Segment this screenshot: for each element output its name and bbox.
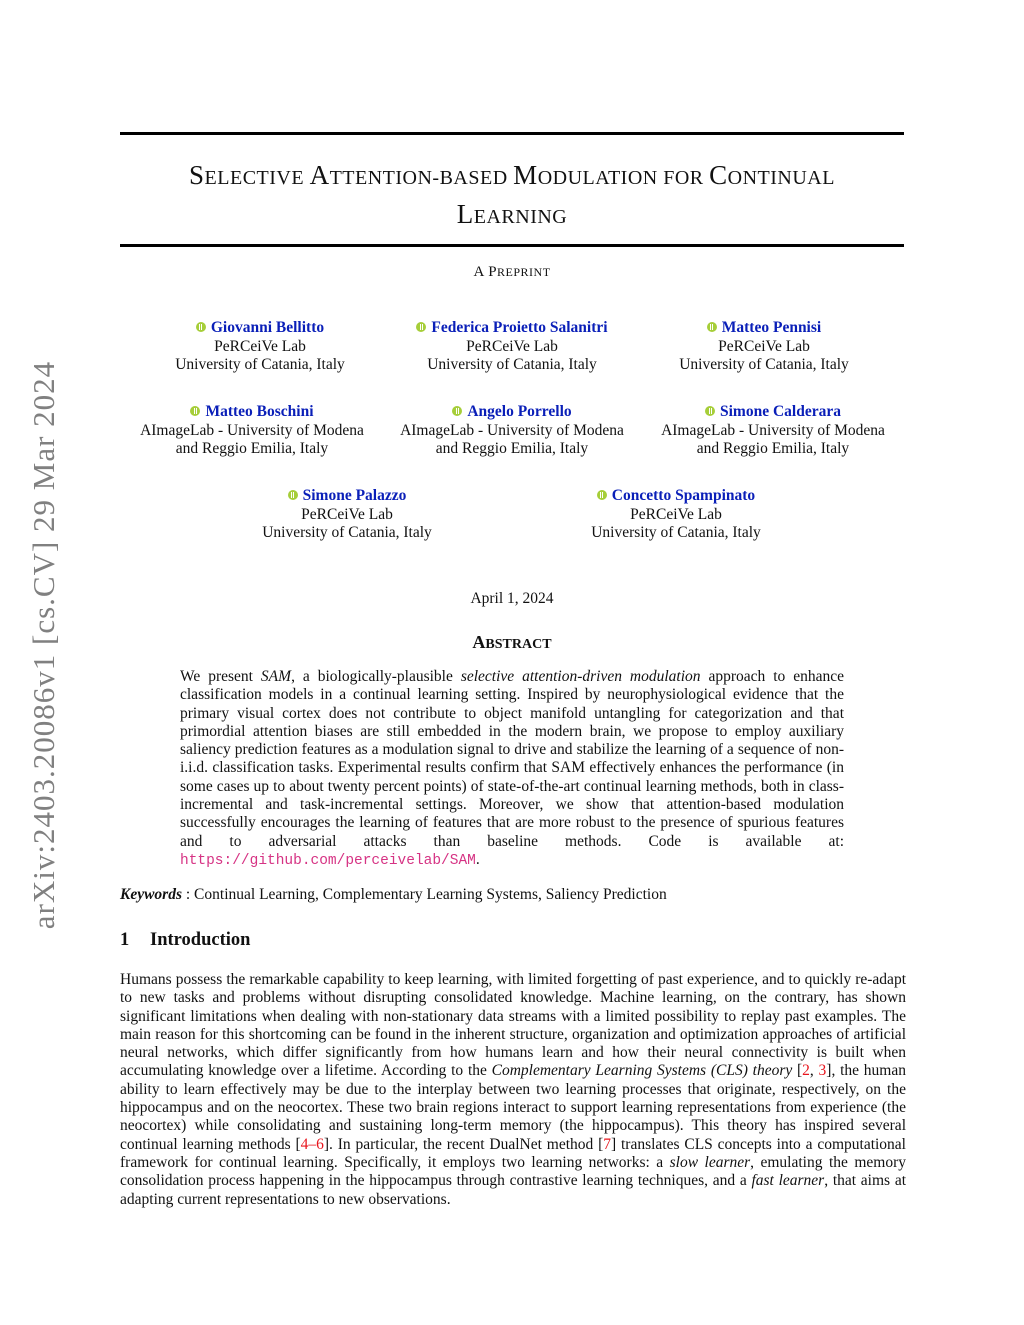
- author-name-link[interactable]: Angelo Porrello: [467, 403, 572, 420]
- citation-link[interactable]: 4–6: [300, 1135, 324, 1153]
- author-affiliation: PeRCeiVe Lab: [214, 337, 306, 355]
- arxiv-stamp: arXiv:2403.20086v1 [cs.CV] 29 Mar 2024: [26, 360, 61, 930]
- author-block: [566, 487, 786, 543]
- author-name-link[interactable]: Federica Proietto Salanitri: [431, 319, 608, 336]
- abstract-heading: ABSTRACT: [472, 632, 552, 652]
- citation-link[interactable]: 2: [802, 1062, 810, 1080]
- author-affiliation: AImageLab - University of Modena: [661, 421, 885, 439]
- author-block: [654, 319, 874, 375]
- author-affiliation: PeRCeiVe Lab: [718, 337, 810, 355]
- author-block: [150, 319, 370, 375]
- citation-link[interactable]: 7: [603, 1135, 611, 1153]
- author-name-link[interactable]: Simone Calderara: [720, 403, 841, 420]
- author-block: [122, 403, 382, 459]
- keywords-label: Keywords: [120, 886, 182, 903]
- author-affiliation: and Reggio Emilia, Italy: [435, 440, 589, 457]
- paper-title: [120, 158, 904, 236]
- title-top-rule: [120, 132, 904, 135]
- author-name-link[interactable]: Giovanni Bellitto: [210, 319, 325, 336]
- orcid-icon[interactable]: [416, 322, 426, 332]
- keywords-text: : Continual Learning, Complementary Learning Systems, Saliency Prediction: [182, 886, 667, 903]
- author-affiliation: PeRCeiVe Lab: [301, 505, 393, 523]
- paper-date: April 1, 2024: [470, 590, 554, 607]
- orcid-icon[interactable]: [288, 490, 298, 500]
- title-line-1: SELECTIVE ATTENTION-BASED MODULATION FOR CONTINUAL: [189, 160, 835, 190]
- author-affiliation: and Reggio Emilia, Italy: [175, 440, 329, 457]
- citation-link[interactable]: 3: [818, 1062, 827, 1080]
- author-affiliation: AImageLab - University of Modena: [400, 421, 624, 439]
- author-affiliation: University of Catania, Italy: [175, 356, 345, 373]
- author-affiliation: and Reggio Emilia, Italy: [696, 440, 850, 457]
- author-block: [643, 403, 903, 459]
- orcid-icon[interactable]: [196, 322, 206, 332]
- keywords: [120, 886, 904, 904]
- section-heading-introduction: 1 Introduction: [120, 930, 251, 950]
- author-affiliation: PeRCeiVe Lab: [630, 505, 722, 523]
- orcid-icon[interactable]: [190, 406, 200, 416]
- orcid-icon[interactable]: [452, 406, 462, 416]
- orcid-icon[interactable]: [705, 406, 715, 416]
- abstract-body: We present SAM, a biologically-plausible selective attention-driven modulation approach to enhance classification models in a continual learning setting. Inspired by neurophysiological evidence that the primary visual cortex does not contribute to object manifold untangling for categorization and that primordial attention biases are still embedded in the modern brain, we propose to employ auxiliary saliency prediction features as a modulation signal to drive and stabilize the learning of a sequence of non-i.i.d. classification tasks. Experimental results confirm that SAM effectively enhances the performance (in some cases up to about twenty percent points) of state-of-the-art continual learning methods, both in class-incremental and task-incremental settings. Moreover, we show that attention-based modulation successfully encourages the learning of features that are more robust to the presence of spurious features and to adversarial attacks than baseline methods. Code is available at: https://github.com/perceivelab/SAM.: [180, 668, 844, 869]
- author-name-link[interactable]: Simone Palazzo: [302, 487, 407, 504]
- title-line-2: LEARNING: [456, 199, 568, 229]
- author-affiliation: AImageLab - University of Modena: [140, 421, 364, 439]
- author-affiliation: University of Catania, Italy: [679, 356, 849, 373]
- title-bottom-rule: [120, 244, 904, 247]
- code-url-link[interactable]: https://github.com/perceivelab/SAM: [180, 852, 476, 869]
- author-name-link[interactable]: Matteo Boschini: [205, 403, 314, 420]
- author-block: [392, 319, 632, 375]
- preprint-label: A PREPRINT: [473, 264, 551, 280]
- author-name-link[interactable]: Concetto Spampinato: [611, 487, 756, 504]
- author-affiliation: PeRCeiVe Lab: [466, 337, 558, 355]
- orcid-icon[interactable]: [597, 490, 607, 500]
- author-affiliation: University of Catania, Italy: [427, 356, 597, 373]
- author-block: [382, 403, 642, 459]
- introduction-paragraph: Humans possess the remarkable capability to keep learning, with limited forgetting of past experience, and to quickly re-adapt to new tasks and problems without disrupting consolidated knowledge. Machine learning, on the contrary, has shown significant limitations when dealing with non-stationary data streams with a limited possibility to replay past examples. The main reason for this shortcoming can be found in the inherent structure, organization and optimization approaches of artificial neural networks, which differ significantly from how humans learn and how their neural connectivity is built when accumulating knowledge over a lifetime. According to the Complementary Learning Systems (CLS) theory [2, 3], the human ability to learn effectively may be due to the interplay between two learning processes that originate, respectively, on the hippocampus and on the neocortex. These two brain regions interact to support learning representations from experience (the neocortex) while consolidating and sustaining long-term memory (the hippocampus). This theory has inspired several continual learning methods [4–6]. In particular, the recent DualNet method [7] translates CLS concepts into a computational framework for continual learning. Specifically, it employs two learning networks: a slow learner, emulating the memory consolidation process happening in the hippocampus through contrastive learning techniques, and a fast learner, that aims at adapting current representations to new observations.: [120, 971, 907, 1208]
- author-affiliation: University of Catania, Italy: [591, 524, 761, 541]
- author-affiliation: University of Catania, Italy: [262, 524, 432, 541]
- author-block: [237, 487, 457, 543]
- orcid-icon[interactable]: [707, 322, 717, 332]
- author-name-link[interactable]: Matteo Pennisi: [721, 319, 822, 336]
